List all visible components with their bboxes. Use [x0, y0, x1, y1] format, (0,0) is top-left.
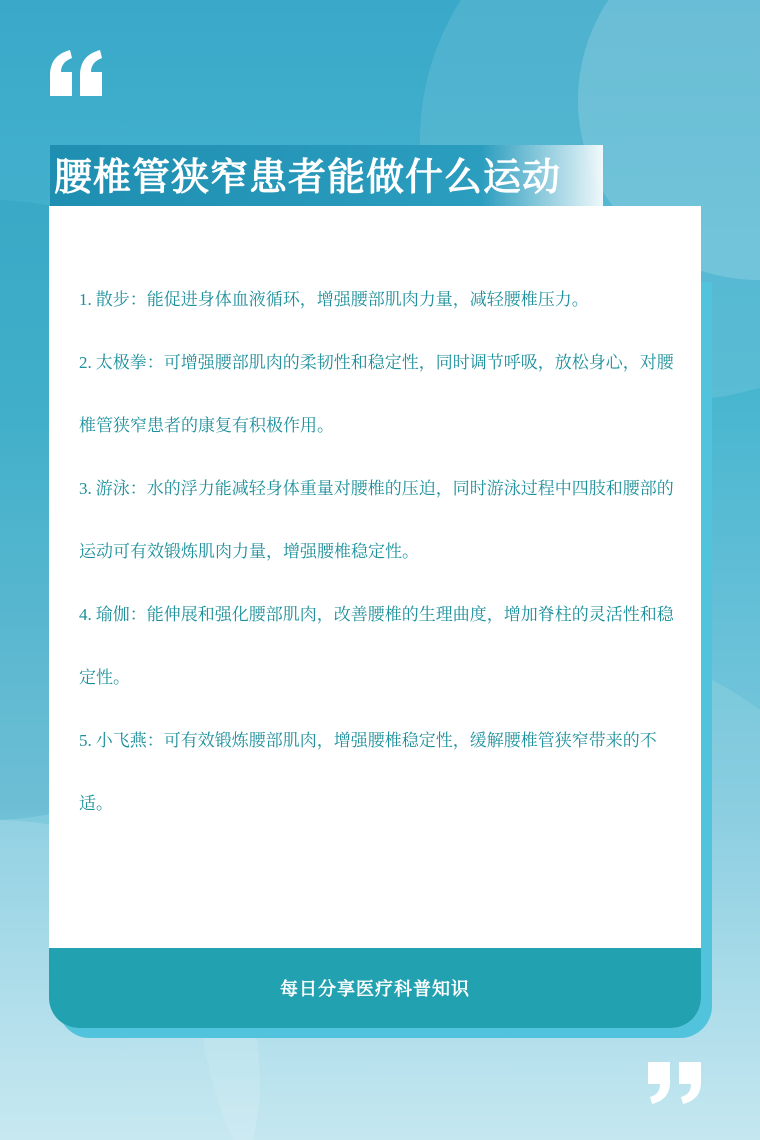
item-number: 2. — [79, 353, 92, 372]
item-text: 瑜伽：能伸展和强化腰部肌肉，改善腰椎的生理曲度，增加脊柱的灵活性和稳定性。 — [79, 605, 674, 687]
item-number: 5. — [79, 731, 92, 750]
item-text: 小飞燕：可有效锻炼腰部肌肉，增强腰椎稳定性，缓解腰椎管狭窄带来的不适。 — [79, 731, 657, 813]
list-item — [79, 709, 679, 835]
item-number: 4. — [79, 605, 92, 624]
content-list — [79, 268, 679, 835]
page-title: 腰椎管狭窄患者能做什么运动 — [54, 155, 562, 199]
quote-close-icon — [646, 1060, 706, 1106]
footer-text: 每日分享医疗科普知识 — [280, 979, 470, 1000]
content-card — [49, 206, 701, 1028]
item-number: 3. — [79, 479, 92, 498]
list-item — [79, 457, 679, 583]
list-item — [79, 583, 679, 709]
item-text: 游泳：水的浮力能减轻身体重量对腰椎的压迫，同时游泳过程中四肢和腰部的运动可有效锻炼肌肉力量，增强腰椎稳定性。 — [79, 479, 674, 561]
item-text: 太极拳：可增强腰部肌肉的柔韧性和稳定性，同时调节呼吸，放松身心，对腰椎管狭窄患者的康复有积极作用。 — [79, 353, 674, 435]
list-item — [79, 268, 679, 331]
quote-open-icon — [48, 44, 108, 104]
list-item — [79, 331, 679, 457]
item-number: 1. — [79, 290, 92, 309]
item-text: 散步：能促进身体血液循环，增强腰部肌肉力量，减轻腰椎压力。 — [95, 290, 589, 309]
footer-bar — [49, 948, 701, 1028]
